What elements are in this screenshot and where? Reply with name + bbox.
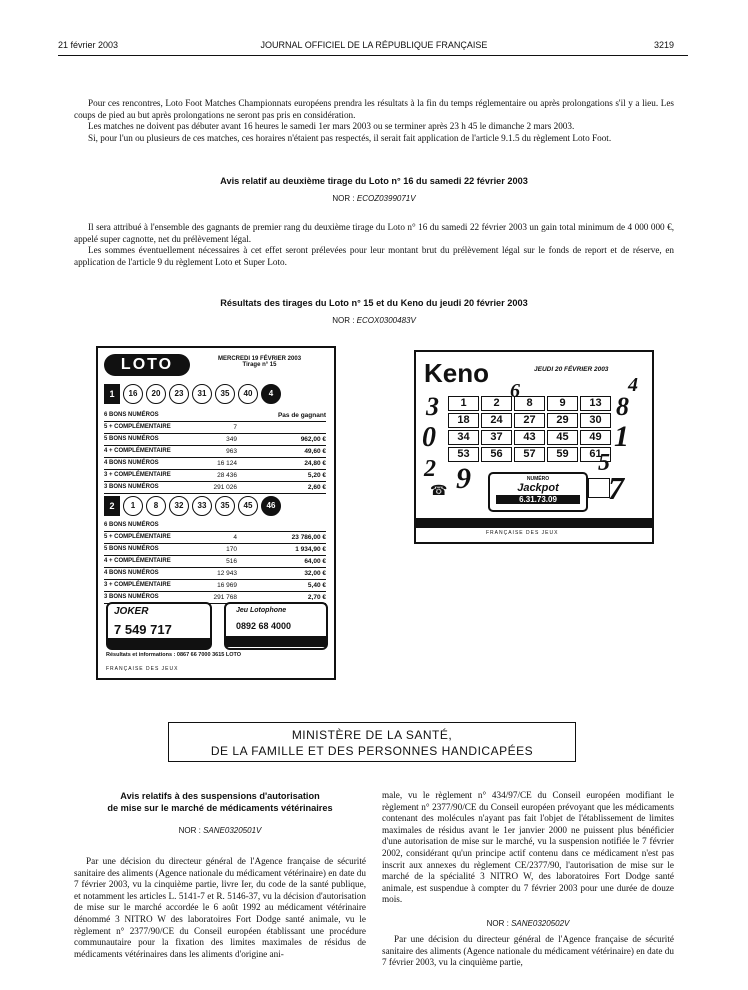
- lottery-ball: 35: [215, 496, 235, 516]
- keno-deco-digit: 8: [616, 392, 629, 421]
- keno-number: 43: [514, 430, 545, 445]
- intro-paragraph: Les matches ne doivent pas débuter avant 16 heures le samedi 1er mars 2003 ou se terminer après 23 h 45 le dimanche 2 mars 2003.: [88, 121, 575, 132]
- avis3-paragraph: Par une décision du directeur général de l'Agence française de sécurité sanitaire des aliments (Agence nationale du médicament vétérinaire) en date du 7 février 2003, vu la cinquième partie, livre Ier, du code de la santé publique, et notamment les articles L. 5141-7 et R. 5146-37, vu la décision d'autorisation de mise sur le marché accordée le 6 août 1992 au médicament vétérinaire dénommé 3 NITRO W des laboratoires Fort Dodge santé animale, vu le règlement n° 2377/90/CE du Conseil européen établissant une procédure communautaire pour la fixation des limites maximales de résidus de médicaments vétérinaires dans les aliments d'origine ani-: [74, 856, 366, 959]
- phone-icon: ☎: [430, 482, 448, 498]
- header-journal: JOURNAL OFFICIEL DE LA RÉPUBLIQUE FRANÇAISE: [260, 40, 488, 50]
- keno-deco-digit: 6: [510, 380, 520, 402]
- avis4-nor: NOR : SANE0320502V: [486, 919, 570, 928]
- keno-deco-digit: 2: [424, 456, 436, 482]
- table-row: 3 BONS NUMÉROS 291 026 2,60 €: [104, 482, 326, 494]
- lottery-ball: 33: [192, 496, 212, 516]
- keno-number: 1: [448, 396, 479, 411]
- keno-number: 13: [580, 396, 611, 411]
- lottery-ball: 32: [169, 496, 189, 516]
- keno-number: 53: [448, 447, 479, 462]
- header-page: 3219: [654, 40, 675, 50]
- keno-number: 2: [481, 396, 512, 411]
- lottery-ball: 8: [146, 496, 166, 516]
- table-row: 5 + COMPLÉMENTAIRE 4 23 786,00 €: [104, 532, 326, 544]
- lottery-ball: 31: [192, 384, 212, 404]
- fdj-logo-text: FRANÇAISE DES JEUX: [486, 530, 559, 536]
- keno-deco-digit: 9: [456, 462, 471, 495]
- table-row: 6 BONS NUMÉROS: [104, 520, 326, 532]
- keno-number: 37: [481, 430, 512, 445]
- lotophone-bar: [226, 636, 326, 647]
- table-row: 5 + COMPLÉMENTAIRE 7: [104, 422, 326, 434]
- keno-number: 18: [448, 413, 479, 428]
- keno-logo: Keno: [424, 358, 489, 388]
- table-row: 3 + COMPLÉMENTAIRE 28 436 5,20 €: [104, 470, 326, 482]
- draw-number: 1: [104, 384, 120, 404]
- intro-paragraph: Pour ces rencontres, Loto Foot Matches Championnats européens prendra les résultats à la fin du temps réglementaire ou après prolongations s'il y a lieu. Les coups de pied au but après prolongations ne seront pas pris en considération.: [74, 98, 674, 120]
- lottery-ball: 45: [238, 496, 258, 516]
- joker-bar: [108, 638, 210, 648]
- jackpot-logo: Jackpot: [517, 482, 559, 494]
- table-row: 4 + COMPLÉMENTAIRE 963 49,60 €: [104, 446, 326, 458]
- intro-paragraph: Si, pour l'un ou plusieurs de ces matches, ces horaires n'étaient pas respectés, il serait fait application de l'article 9.1.5 du règlement Loto Foot.: [88, 132, 612, 143]
- keno-number: 57: [514, 447, 545, 462]
- ministry-line: MINISTÈRE DE LA SANTÉ,: [291, 728, 453, 742]
- jackpot-label: NUMÉRO: [526, 476, 550, 482]
- jackpot-number: 6.31.73.09: [496, 495, 580, 504]
- ministry-line: DE LA FAMILLE ET DES PERSONNES HANDICAPÉES: [210, 744, 534, 758]
- table-row: 5 BONS NUMÉROS 349 962,00 €: [104, 434, 326, 446]
- avis1-paragraph: Les sommes éventuellement nécessaires à cet effet seront prélevées pour leur montant brut du prélèvement légal sur le fonds de report et de réserve, en application de l'article 9 du règlement Loto et Super Loto.: [74, 245, 674, 267]
- keno-number: 49: [580, 430, 611, 445]
- keno-jackpot-box: [488, 472, 588, 512]
- keno-number: 34: [448, 430, 479, 445]
- keno-number: 29: [547, 413, 578, 428]
- keno-deco-digit: 5: [598, 450, 610, 476]
- joker-number: 7 549 717: [114, 622, 172, 637]
- keno-number: 24: [481, 413, 512, 428]
- lottery-ball: 16: [123, 384, 143, 404]
- avis1-paragraph: Il sera attribué à l'ensemble des gagnants de premier rang du deuxième tirage du Loto n° 16 du samedi 22 février 2003 un gain total minimum de 4 000 000 €, appelé super cagnotte, net du prélèvement légal.: [74, 222, 674, 244]
- loto-draw1-table: [104, 410, 326, 494]
- lotophone-logo: Jeu Lotophone: [236, 607, 287, 614]
- keno-bottom-bar: [416, 518, 652, 528]
- avis2-title: Résultats des tirages du Loto n° 15 et du Keno du jeudi 20 février 2003: [220, 298, 528, 308]
- lotophone-box: [224, 602, 328, 650]
- avis3-left-text: [74, 856, 366, 960]
- fdj-logo-text: FRANÇAISE DES JEUX: [106, 666, 179, 672]
- keno-number: 8: [514, 396, 545, 411]
- table-row: 4 BONS NUMÉROS 16 124 24,80 €: [104, 458, 326, 470]
- table-row: 4 + COMPLÉMENTAIRE 516 64,00 €: [104, 556, 326, 568]
- keno-number: 59: [547, 447, 578, 462]
- lottery-ball: 1: [123, 496, 143, 516]
- keno-deco-digit: 7: [608, 470, 624, 506]
- keno-number: 56: [481, 447, 512, 462]
- loto-draw2-balls: [104, 496, 281, 516]
- complementary-ball: 46: [261, 496, 281, 516]
- avis4-text: [382, 934, 674, 969]
- loto-draw2-table: [104, 520, 326, 604]
- lottery-ball: 20: [146, 384, 166, 404]
- intro-text: [74, 98, 674, 144]
- loto-logo: LOTO: [104, 354, 190, 376]
- joker-logo: JOKER: [114, 606, 149, 617]
- avis3-nor: NOR : SANE0320501V: [178, 826, 262, 835]
- lottery-ball: 35: [215, 384, 235, 404]
- table-row: 5 BONS NUMÉROS 170 1 934,90 €: [104, 544, 326, 556]
- lottery-ball: 23: [169, 384, 189, 404]
- lottery-ball: 40: [238, 384, 258, 404]
- ministry-heading: [168, 722, 576, 762]
- loto-footer-info: Résultats et informations : 0867 66 7000 3615 LOTO: [106, 652, 242, 658]
- header-rule: [58, 55, 688, 56]
- loto-draw1-balls: [104, 384, 281, 404]
- complementary-ball: 4: [261, 384, 281, 404]
- table-row: 3 BONS NUMÉROS 291 768 2,70 €: [104, 592, 326, 604]
- minitel-icon: [588, 478, 610, 498]
- avis1-title: Avis relatif au deuxième tirage du Loto n° 16 du samedi 22 février 2003: [220, 176, 528, 186]
- avis4-paragraph: Par une décision du directeur général de l'Agence française de sécurité sanitaire des aliments (Agence nationale du médicament vétérinaire) en date du 7 février 2003, vu la cinquième partie,: [382, 934, 674, 968]
- table-row: 3 + COMPLÉMENTAIRE 16 969 5,40 €: [104, 580, 326, 592]
- joker-box: [106, 602, 212, 650]
- keno-number: 61: [580, 447, 611, 462]
- draw-number: 2: [104, 496, 120, 516]
- keno-deco-digit: 3: [426, 392, 439, 421]
- avis1-text: [74, 222, 674, 268]
- keno-number: 45: [547, 430, 578, 445]
- loto-ticket: [96, 346, 336, 680]
- table-row: 4 BONS NUMÉROS 12 943 32,00 €: [104, 568, 326, 580]
- keno-number: 9: [547, 396, 578, 411]
- keno-number: 27: [514, 413, 545, 428]
- keno-deco-digit: 0: [422, 422, 436, 453]
- keno-deco-digit: 4: [628, 374, 638, 396]
- avis3-title: Avis relatifs à des suspensions d'autorisation de mise sur le marché de médicaments vétérinaires: [107, 791, 333, 813]
- keno-number-grid: [448, 396, 611, 462]
- keno-number: 30: [580, 413, 611, 428]
- table-row: 6 BONS NUMÉROS Pas de gagnant: [104, 410, 326, 422]
- keno-ticket: [414, 350, 654, 544]
- keno-deco-digit: 1: [614, 420, 629, 453]
- avis2-nor: NOR : ECOX0300483V: [332, 316, 416, 325]
- avis1-nor: NOR : ECOZ0399071V: [332, 194, 416, 203]
- keno-date: JEUDI 20 FÉVRIER 2003: [534, 366, 609, 373]
- loto-date: MERCREDI 19 FÉVRIER 2003 Tirage n° 15: [218, 356, 302, 368]
- avis3-right-text: [382, 790, 674, 906]
- lotophone-number: 0892 68 4000: [236, 621, 292, 631]
- avis3-paragraph: male, vu le règlement n° 434/97/CE du Conseil européen modifiant le règlement n° 2377/90/CE du Conseil européen prévoyant que les médicaments contenant des molécules n'ayant pas fait l'objet de l'établissement de limites maximales de résidus avant le 1er janvier 2000 ne puissent plus bénéficier d'une autorisation de mise sur le marché, vu la suspension notifiée le 7 février 2002, considérant qu'un principe actif contenu dans ce médicament n'est pas inscrit aux annexes du règlement CE/2377/90, l'autorisation de mise sur le marché de la spécialité 3 NITRO W, des laboratoires Fort Dodge santé animale, est suspendue à compter du 7 février 2003 pour une durée de douze mois.: [382, 790, 674, 905]
- header-date: 21 février 2003: [58, 40, 119, 50]
